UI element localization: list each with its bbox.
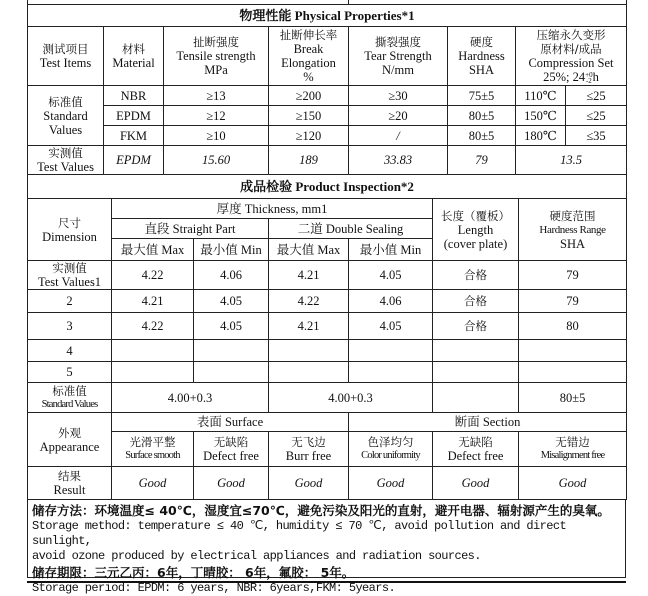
hardness-cell: 75±5 xyxy=(448,86,516,106)
tensile-cell: ≥13 xyxy=(164,86,269,106)
storage-notes xyxy=(27,500,626,595)
row-label: 2 xyxy=(28,290,112,313)
physical-header-row xyxy=(28,27,627,86)
storage-period-zh: 储存期限：三元乙丙：6年，丁晴胶： 6年，氟胶： 5年。 xyxy=(32,565,355,580)
cell xyxy=(112,362,194,383)
table-row xyxy=(28,362,627,383)
elongation-cell: 189 xyxy=(269,146,349,175)
hardness-cell: 80±5 xyxy=(448,126,516,146)
standard-hardness: 80±5 xyxy=(519,383,627,413)
product-inspection-table xyxy=(27,174,627,500)
cell: 4.22 xyxy=(269,290,349,313)
cell: 合格 xyxy=(433,261,519,290)
cell: 4.22 xyxy=(112,261,194,290)
cell: 4.21 xyxy=(269,261,349,290)
compression-cell: 13.5 xyxy=(516,146,627,175)
cell: 合格 xyxy=(433,290,519,313)
double-min-header: 最小值 Min xyxy=(349,239,433,261)
standard-values-label: 标准值 Standard Values xyxy=(28,383,112,413)
appearance-item: 无飞边 Burr free xyxy=(269,432,349,467)
temp-cell: 180℃ xyxy=(516,126,566,146)
cell xyxy=(349,362,433,383)
standard-straight: 4.00+0.3 xyxy=(112,383,269,413)
spec-sheet xyxy=(27,0,626,595)
product-title: 成品检验 Product Inspection*2 xyxy=(28,175,627,199)
length-header: 长度（覆板） Length (cover plate) xyxy=(433,199,519,261)
straight-max-header: 最大值 Max xyxy=(112,239,194,261)
cell xyxy=(349,340,433,362)
cell: 4.21 xyxy=(112,290,194,313)
straight-min-header: 最小值 Min xyxy=(194,239,269,261)
result-cell: Good xyxy=(519,467,627,500)
material-cell: NBR xyxy=(104,86,164,106)
cell xyxy=(269,340,349,362)
section-header: 断面 Section xyxy=(349,413,627,432)
straight-part-header: 直段 Straight Part xyxy=(112,219,269,239)
hardness-cell: 80±5 xyxy=(448,106,516,126)
header-tensile: 扯断强度 Tensile strength MPa xyxy=(164,27,269,86)
storage-period-en: Storage period: EPDM: 6 years, NBR: 6years,FKM: 5years. xyxy=(32,581,396,595)
cell xyxy=(194,340,269,362)
cell: 合格 xyxy=(433,313,519,340)
cell xyxy=(519,362,627,383)
table-row xyxy=(28,340,627,362)
result-cell: Good xyxy=(349,467,433,500)
result-label: 结果 Result xyxy=(28,467,112,500)
tensile-cell: ≥12 xyxy=(164,106,269,126)
header-hardness: 硬度 Hardness SHA xyxy=(448,27,516,86)
standard-label: 标准值 Standard Values xyxy=(28,86,104,146)
table-row xyxy=(28,290,627,313)
cell xyxy=(112,340,194,362)
appearance-item: 无缺陷 Defect free xyxy=(194,432,269,467)
compression-cell: ≤25 xyxy=(566,106,627,126)
appearance-item: 光滑平整 Surface smooth xyxy=(112,432,194,467)
cell: 4.06 xyxy=(349,290,433,313)
result-cell: Good xyxy=(194,467,269,500)
storage-method-en-2: avoid ozone produced by electrical appliances and radiation sources. xyxy=(32,549,481,563)
elongation-cell: ≥200 xyxy=(269,86,349,106)
surface-header: 表面 Surface xyxy=(112,413,349,432)
tensile-cell: ≥10 xyxy=(164,126,269,146)
standard-row-fkm xyxy=(28,126,627,146)
cell: 4.22 xyxy=(112,313,194,340)
result-cell: Good xyxy=(112,467,194,500)
cell xyxy=(433,340,519,362)
cell: 4.05 xyxy=(349,261,433,290)
row-label: 4 xyxy=(28,340,112,362)
physical-properties-table xyxy=(27,0,627,175)
result-cell: Good xyxy=(433,467,519,500)
standard-length xyxy=(433,383,519,413)
row-label: 3 xyxy=(28,313,112,340)
cell: 4.05 xyxy=(194,290,269,313)
header-material: 材料 Material xyxy=(104,27,164,86)
cell xyxy=(433,362,519,383)
row-label: 5 xyxy=(28,362,112,383)
tear-cell: 33.83 xyxy=(349,146,448,175)
tear-cell: ≥20 xyxy=(349,106,448,126)
appearance-row xyxy=(28,432,627,467)
appearance-label: 外观 Appearance xyxy=(28,413,112,467)
appearance-item: 色泽均匀 Color uniformity xyxy=(349,432,433,467)
tear-cell: / xyxy=(349,126,448,146)
cell xyxy=(519,340,627,362)
appearance-item: 无缺陷 Defect free xyxy=(433,432,519,467)
double-sealing-header: 二道 Double Sealing xyxy=(269,219,433,239)
cell: 4.06 xyxy=(194,261,269,290)
tensile-cell: 15.60 xyxy=(164,146,269,175)
cell: 4.05 xyxy=(349,313,433,340)
material-cell: FKM xyxy=(104,126,164,146)
result-row xyxy=(28,467,627,500)
cell: 80 xyxy=(519,313,627,340)
storage-method-en-1: Storage method: temperature ≤ 40 ℃, humidity ≤ 70 ℃, avoid pollution and direct sunlight, xyxy=(32,519,567,548)
standard-row-nbr xyxy=(28,86,627,106)
material-cell: EPDM xyxy=(104,146,164,175)
compression-cell: ≤25 xyxy=(566,86,627,106)
thickness-header: 厚度 Thickness, mm1 xyxy=(112,199,433,219)
appearance-item: 无错边 Misalignment free xyxy=(519,432,627,467)
test-values-label: 实测值 Test Values1 xyxy=(28,261,112,290)
temp-cell: 150℃ xyxy=(516,106,566,126)
hardness-range-header: 硬度范围 Hardness Range SHA xyxy=(519,199,627,261)
elongation-cell: ≥120 xyxy=(269,126,349,146)
double-max-header: 最大值 Max xyxy=(269,239,349,261)
cell: 4.21 xyxy=(269,313,349,340)
standard-double: 4.00+0.3 xyxy=(269,383,433,413)
temp-cell: 110℃ xyxy=(516,86,566,106)
hardness-cell: 79 xyxy=(448,146,516,175)
compression-cell: ≤35 xyxy=(566,126,627,146)
dimension-label: 尺寸 Dimension xyxy=(28,199,112,261)
cell xyxy=(269,362,349,383)
material-cell: EPDM xyxy=(104,106,164,126)
header-test-items: 测试项目 Test Items xyxy=(28,27,104,86)
storage-method-zh: 储存方法：环境温度≤ 40℃，湿度宜≤70℃，避免污染及阳光的直射，避开电器、辐射源产生的臭氧。 xyxy=(32,503,610,518)
cell xyxy=(194,362,269,383)
header-elongation: 扯断伸长率 Break Elongation % xyxy=(269,27,349,86)
physical-title: 物理性能 Physical Properties*1 xyxy=(28,5,627,27)
standard-row-epdm xyxy=(28,106,627,126)
result-cell: Good xyxy=(269,467,349,500)
cell: 79 xyxy=(519,261,627,290)
cell: 79 xyxy=(519,290,627,313)
header-compression: 压缩永久变形 原材料/成品 Compression Set 25%; 24 +0 -2 h xyxy=(516,27,627,86)
cell: 4.05 xyxy=(194,313,269,340)
header-tear: 撕裂强度 Tear Strength N/mm xyxy=(349,27,448,86)
elongation-cell: ≥150 xyxy=(269,106,349,126)
table-row xyxy=(28,313,627,340)
standard-values-row xyxy=(28,383,627,413)
tear-cell: ≥30 xyxy=(349,86,448,106)
table-row xyxy=(28,261,627,290)
test-values-label: 实测值 Test Values xyxy=(28,146,104,175)
test-values-row xyxy=(28,146,627,175)
